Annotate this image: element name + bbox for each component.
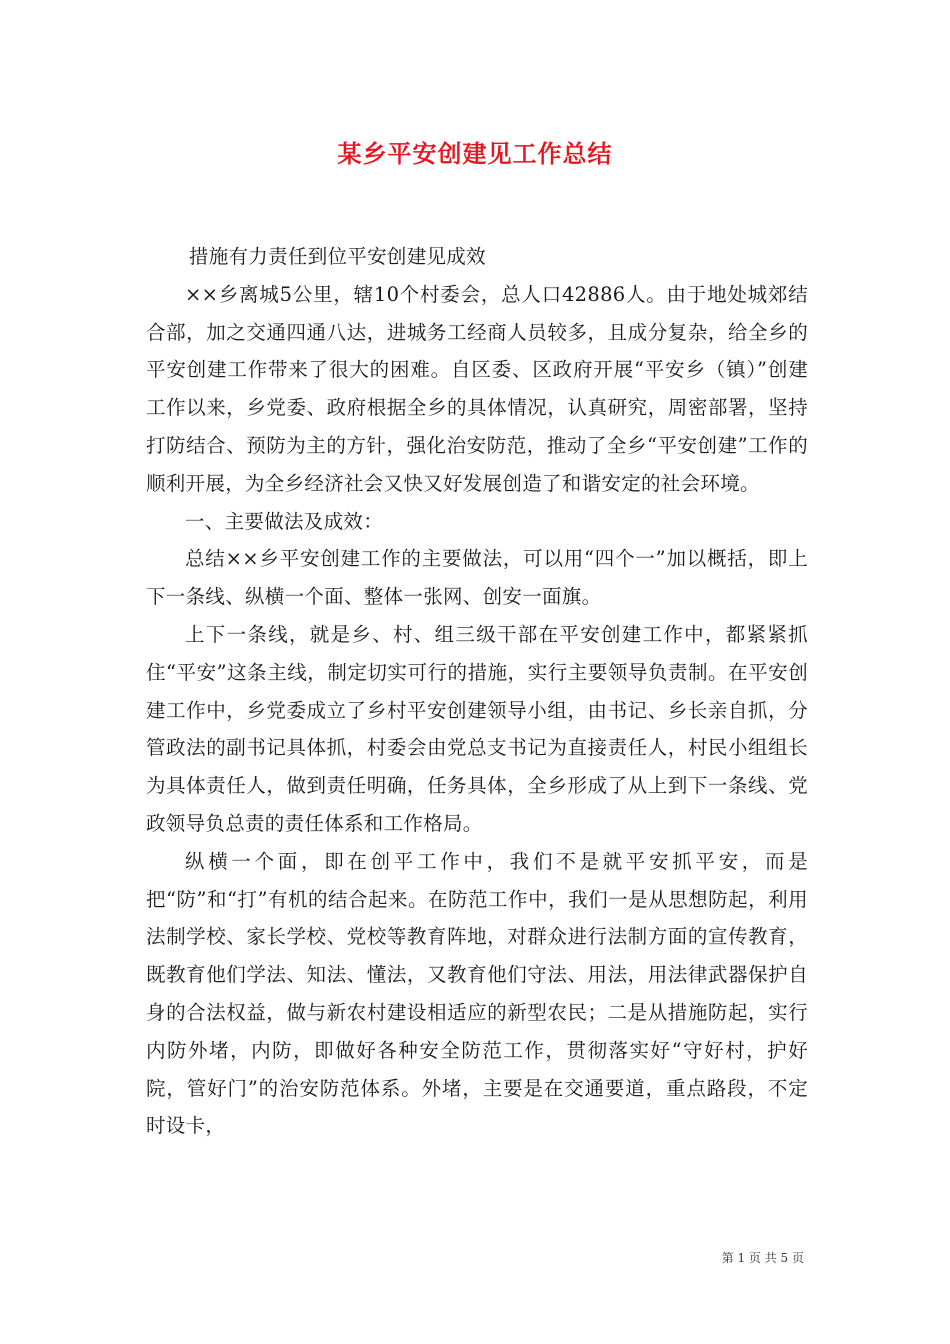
document-subtitle: 措施有力责任到位平安创建见成效 [188,245,486,268]
paragraph-intro: ××乡离城5公里，辖10个村委会，总人口42886人。由于地处城郊结合部，加之交通四通八达，进城务工经商人员较多，且成分复杂，给全乡的平安创建工作带来了很大的困难。自区委、区政府开展“平安乡（镇）”创建工作以来，乡党委、政府根据全乡的具体情况，认真研究，周密部署，坚持打防结合、预防为主的方针，强化治安防范，推动了全乡“平安创建”工作的顺利开展，为全乡经济社会又快又好发展创造了和谐安定的社会环境。 [146,282,808,495]
paragraph-line: 上下一条线，就是乡、村、组三级干部在平安创建工作中，都紧紧抓住“平安”这条主线，制定切实可行的措施，实行主要领导负责制。在平安创建工作中，乡党委成立了乡村平安创建领导小组，由书记、乡长亲自抓，分管政法的副书记具体抓，村委会由党总支书记为直接责任人，村民小组组长为具体责任人，做到责任明确，任务具体，全乡形成了从上到下一条线、党政领导负总责的责任体系和工作格局。 [146,622,808,835]
page-number: 第 1 页 共 5 页 [721,1251,804,1265]
paragraph-summary: 总结××乡平安创建工作的主要做法，可以用“四个一”加以概括，即上下一条线、纵横一个面、整体一张网、创安一面旗。 [146,547,808,609]
section-heading: 一、主要做法及成效： [185,509,384,533]
document-title: 某乡平安创建见工作总结 [337,140,613,168]
document-body [146,238,808,1145]
paragraph-surface: 纵横一个面，即在创平工作中，我们不是就平安抓平安，而是把“防”和“打”有机的结合起来。在防范工作中，我们一是从思想防起，利用法制学校、家长学校、党校等教育阵地，对群众进行法制方面的宣传教育，既教育他们学法、知法、懂法，又教育他们守法、用法，用法律武器保护自身的合法权益，做与新农村建设相适应的新型农民；二是从措施防起，实行内防外堵，内防，即做好各种安全防范工作，贯彻落实好“守好村，护好院，管好门”的治安防范体系。外堵，主要是在交通要道，重点路段，不定时设卡， [146,849,808,1138]
